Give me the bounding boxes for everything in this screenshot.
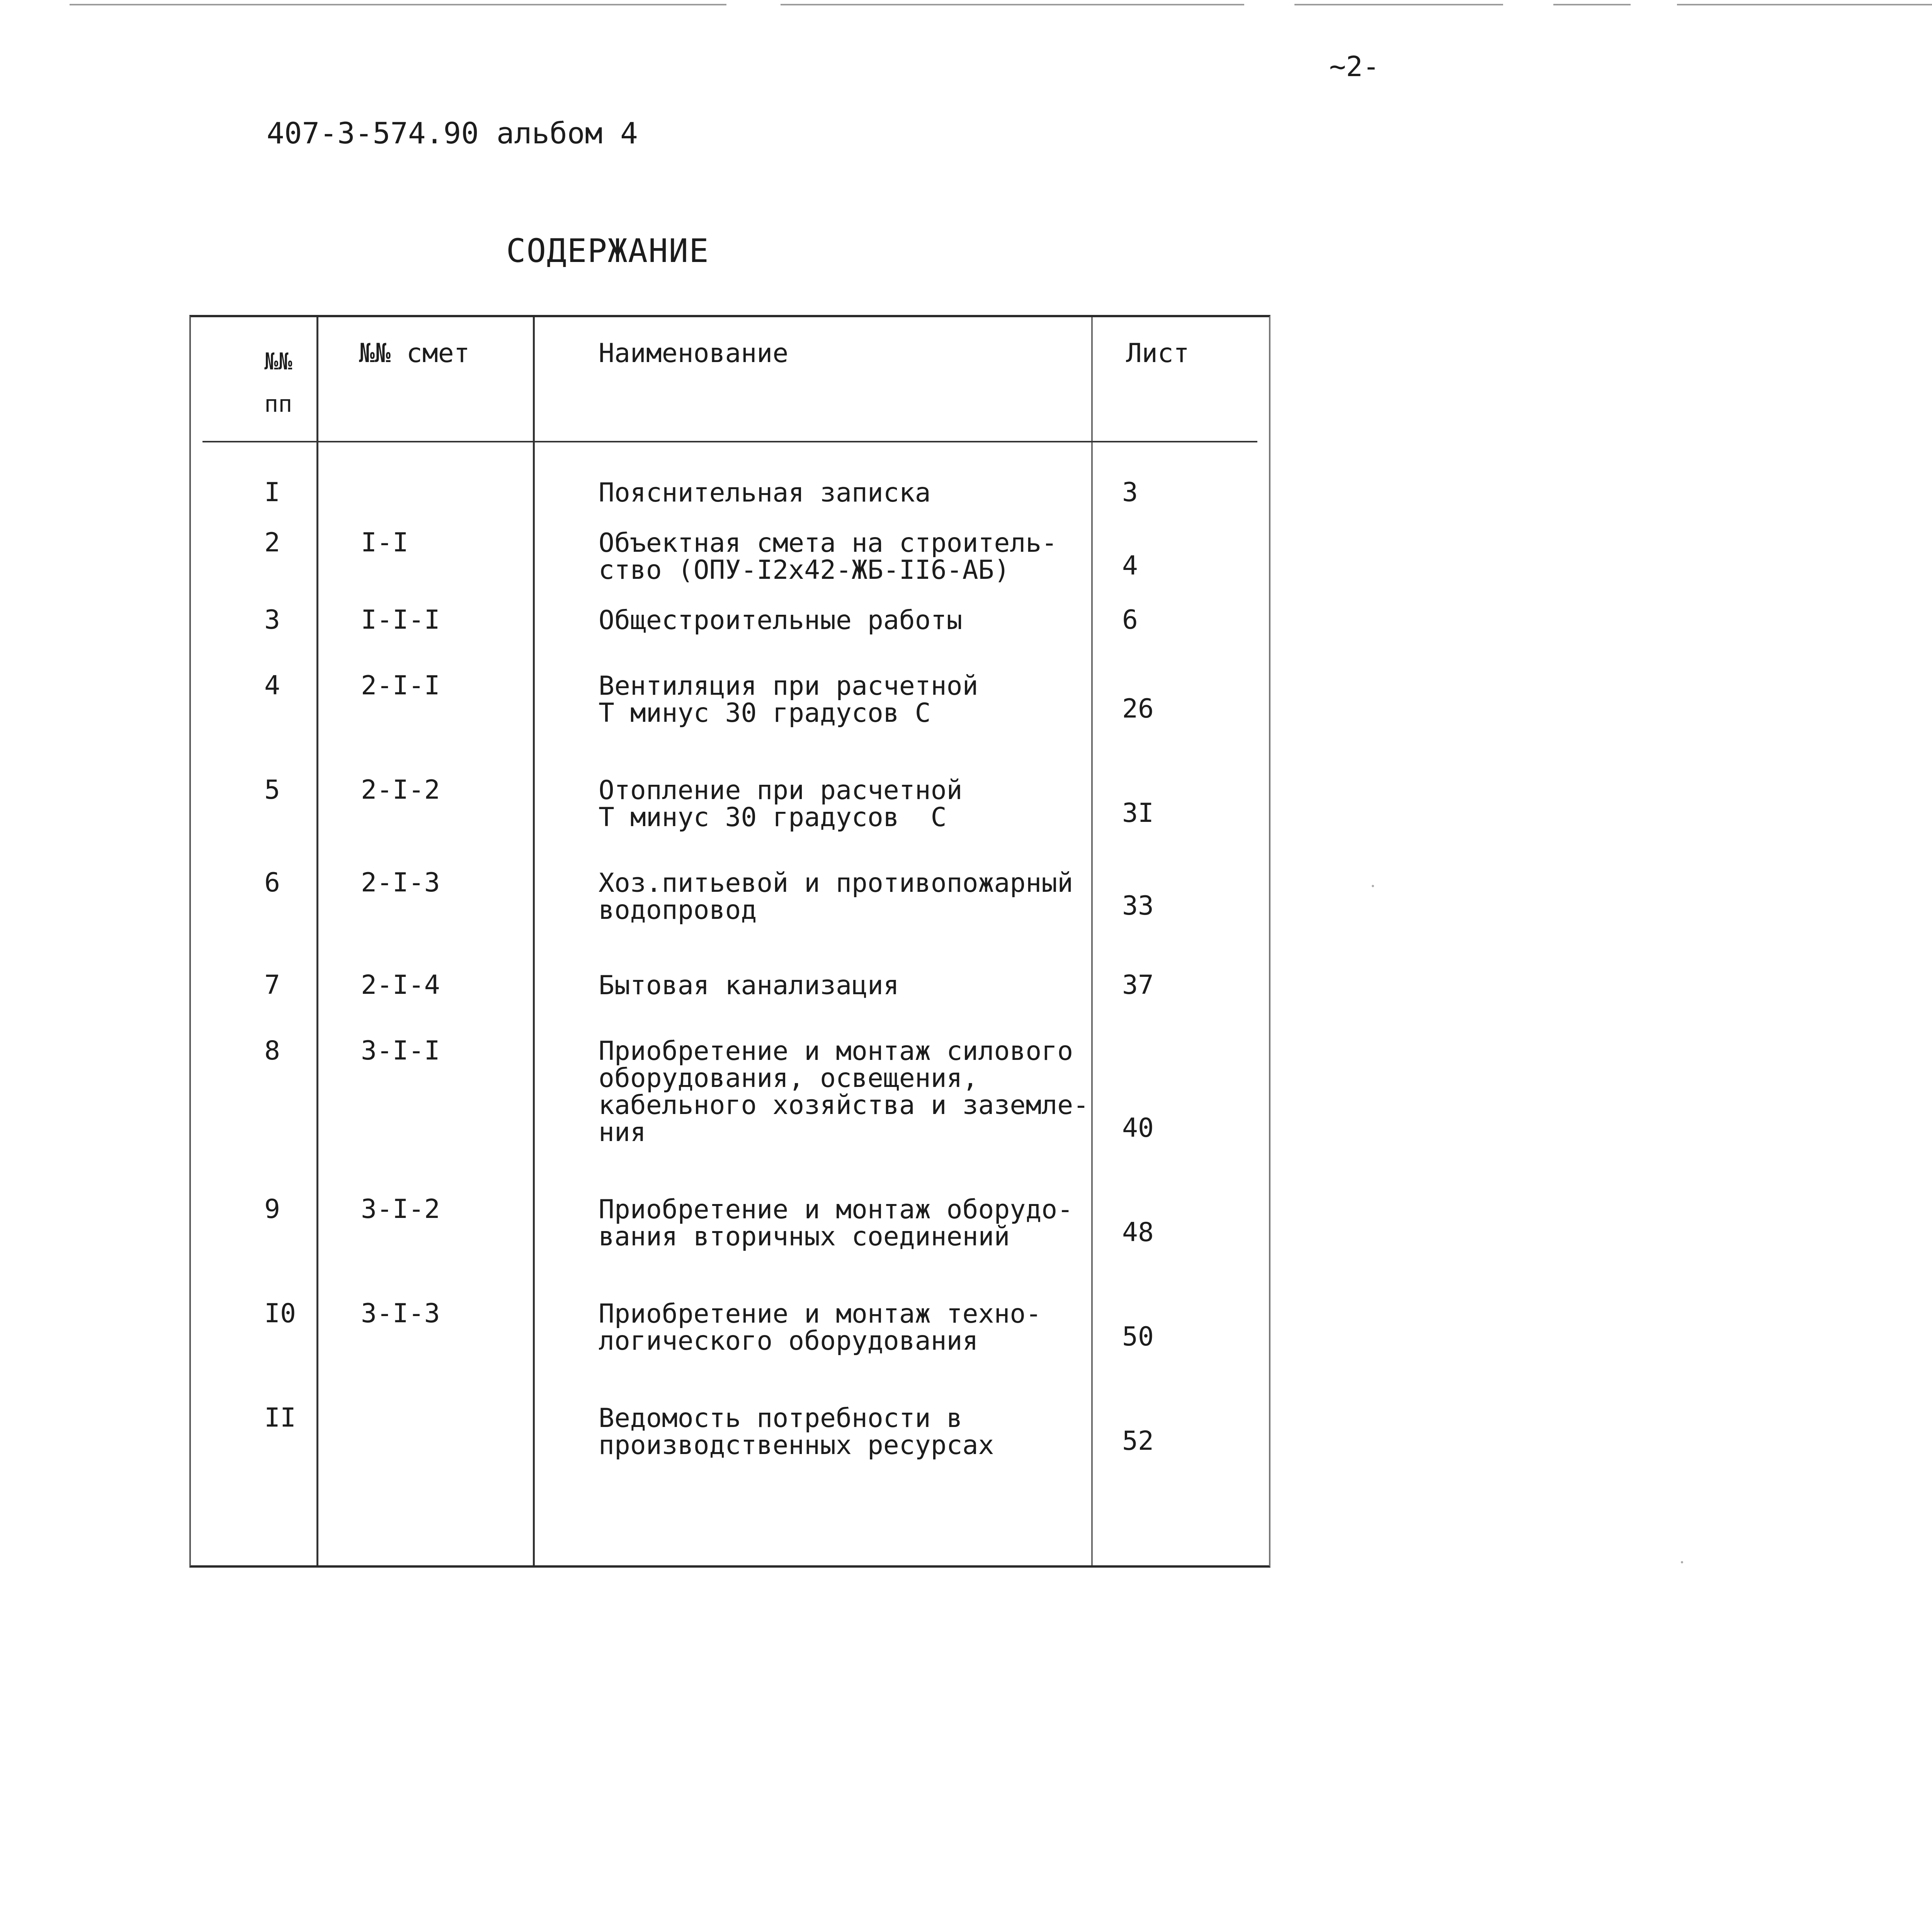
document-code: 407-3-574.90 альбом 4 [267, 116, 638, 150]
row-sheet: 4 [1122, 551, 1138, 581]
row-name: Пояснительная записка [599, 478, 931, 508]
row-number: 2 [264, 527, 280, 558]
row-name: Отопление при расчетной Т минус 30 градусов С [599, 775, 963, 833]
column-divider [1091, 317, 1093, 1565]
row-sheet: 50 [1122, 1321, 1154, 1352]
header-number: №№ пп [264, 348, 293, 418]
row-estimate: I-I-I [361, 605, 440, 635]
row-sheet: 6 [1122, 605, 1138, 635]
row-number: 8 [264, 1036, 280, 1066]
row-sheet: 26 [1122, 694, 1154, 724]
row-estimate: 2-I-3 [361, 867, 440, 898]
row-name: Приобретение и монтаж оборудо- вания вторичных соединений [599, 1194, 1073, 1252]
row-name: Приобретение и монтаж силового оборудования, освещения, кабельного хозяйства и заземле- ния [599, 1036, 1089, 1148]
row-number: I0 [264, 1298, 296, 1329]
row-number: I [264, 477, 280, 508]
row-number: II [264, 1403, 296, 1433]
row-number: 4 [264, 670, 280, 701]
row-name: Общестроительные работы [599, 605, 963, 636]
header-name: Наименование [599, 338, 789, 369]
scan-edge-rule [70, 4, 726, 5]
row-sheet: 3 [1122, 477, 1138, 508]
row-estimate: 2-I-2 [361, 775, 440, 805]
row-sheet: 48 [1122, 1217, 1154, 1248]
row-number: 9 [264, 1194, 280, 1225]
header-sheet: Лист [1126, 338, 1189, 369]
row-number: 5 [264, 775, 280, 805]
page-number: ~2- [1329, 50, 1380, 83]
row-sheet: 3I [1122, 798, 1154, 828]
row-estimate: 3-I-2 [361, 1194, 440, 1225]
header-divider [202, 441, 1257, 442]
row-sheet: 40 [1122, 1113, 1154, 1143]
header-estimate: №№ смет [359, 338, 470, 369]
row-name: Хоз.питьевой и противопожарный водопровод [599, 868, 1073, 925]
row-name: Вентиляция при расчетной Т минус 30 градусов С [599, 671, 978, 728]
row-estimate: 3-I-3 [361, 1298, 440, 1329]
row-sheet: 37 [1122, 970, 1154, 1000]
row-name: Объектная смета на строитель- ство (ОПУ-I2х42-ЖБ-II6-АБ) [599, 528, 1058, 585]
row-estimate: 3-I-I [361, 1036, 440, 1066]
scan-edge-rule [1294, 4, 1503, 5]
scan-speck [1681, 1561, 1683, 1563]
row-number: 7 [264, 970, 280, 1000]
row-sheet: 33 [1122, 891, 1154, 921]
row-name: Приобретение и монтаж техно- логического оборудования [599, 1299, 1042, 1356]
scan-edge-rule [1677, 4, 1932, 5]
column-divider [533, 317, 535, 1565]
page-title: СОДЕРЖАНИЕ [506, 232, 709, 270]
row-estimate: 2-I-I [361, 670, 440, 701]
contents-table [189, 315, 1270, 1568]
row-estimate: I-I [361, 527, 408, 558]
row-name: Ведомость потребности в производственных ресурсах [599, 1403, 994, 1461]
row-sheet: 52 [1122, 1426, 1154, 1456]
row-number: 3 [264, 605, 280, 635]
column-divider [316, 317, 318, 1565]
row-number: 6 [264, 867, 280, 898]
scan-edge-rule [1553, 4, 1631, 5]
scan-edge-rule [781, 4, 1244, 5]
scan-speck [1372, 885, 1374, 887]
row-estimate: 2-I-4 [361, 970, 440, 1000]
row-name: Бытовая канализация [599, 970, 899, 1001]
